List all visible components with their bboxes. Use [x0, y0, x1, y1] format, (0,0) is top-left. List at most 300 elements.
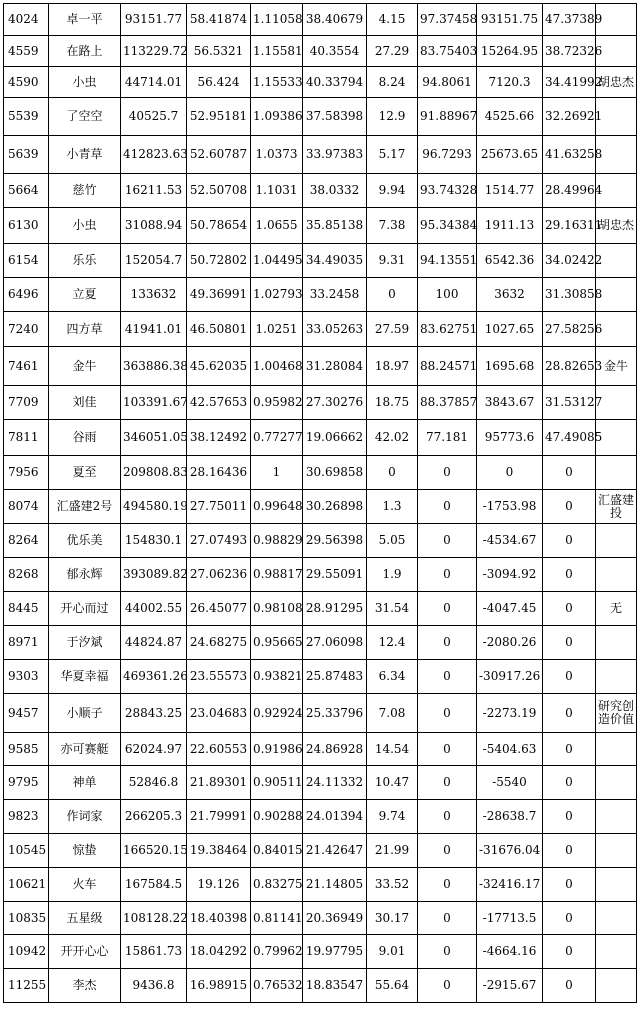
row-id-cell: 10942 — [4, 935, 49, 969]
row-name-cell: 汇盛建2号 — [49, 490, 121, 524]
row-value3-cell: 0.99648 — [251, 490, 303, 524]
row-value3-cell: 1.15581 — [251, 36, 303, 67]
row-value1-cell: 28843.25 — [121, 694, 187, 733]
row-value1-cell: 52846.8 — [121, 766, 187, 800]
row-value7-cell: -17713.5 — [477, 902, 543, 935]
row-value4-cell: 29.56398 — [303, 524, 367, 558]
row-name-cell: 慈竹 — [49, 174, 121, 208]
ranking-table-container — [3, 3, 637, 1003]
row-name-cell: 谷雨 — [49, 420, 121, 456]
row-value6-cell: 0 — [418, 800, 477, 834]
row-name-cell: 郁永辉 — [49, 558, 121, 592]
row-value5-cell: 12.9 — [367, 98, 418, 136]
row-value7-cell: -5540 — [477, 766, 543, 800]
row-value1-cell: 152054.7 — [121, 244, 187, 278]
row-value8-cell: 31.53127 — [543, 386, 596, 420]
row-value8-cell: 0 — [543, 490, 596, 524]
table-body — [4, 4, 637, 1003]
table-row — [4, 386, 637, 420]
row-value8-cell: 34.02422 — [543, 244, 596, 278]
row-value6-cell: 83.75403 — [418, 36, 477, 67]
row-value3-cell: 1.0655 — [251, 208, 303, 244]
row-value6-cell: 0 — [418, 626, 477, 660]
row-value6-cell: 0 — [418, 524, 477, 558]
row-id-cell: 6154 — [4, 244, 49, 278]
row-value8-cell: 0 — [543, 733, 596, 766]
row-value3-cell: 0.84015 — [251, 834, 303, 868]
row-value8-cell: 0 — [543, 800, 596, 834]
row-value4-cell: 18.83547 — [303, 969, 367, 1003]
row-value7-cell: 95773.6 — [477, 420, 543, 456]
row-value8-cell: 0 — [543, 935, 596, 969]
row-value4-cell: 34.49035 — [303, 244, 367, 278]
row-id-cell: 5639 — [4, 136, 49, 174]
row-value2-cell: 22.60553 — [187, 733, 251, 766]
row-value7-cell: -4047.45 — [477, 592, 543, 626]
row-note-cell: 胡忠杰 — [596, 208, 637, 244]
row-value8-cell: 0 — [543, 660, 596, 694]
row-id-cell: 7811 — [4, 420, 49, 456]
row-value3-cell: 0.95665 — [251, 626, 303, 660]
row-value5-cell: 27.29 — [367, 36, 418, 67]
row-id-cell: 9585 — [4, 733, 49, 766]
row-value8-cell: 47.49085 — [543, 420, 596, 456]
row-id-cell: 7240 — [4, 312, 49, 347]
row-value1-cell: 167584.5 — [121, 868, 187, 902]
row-value8-cell: 27.58256 — [543, 312, 596, 347]
row-value3-cell: 0.95982 — [251, 386, 303, 420]
row-value7-cell: -5404.63 — [477, 733, 543, 766]
row-value5-cell: 55.64 — [367, 969, 418, 1003]
row-value6-cell: 95.34384 — [418, 208, 477, 244]
table-row — [4, 524, 637, 558]
row-value2-cell: 56.424 — [187, 67, 251, 98]
row-value3-cell: 1.15533 — [251, 67, 303, 98]
row-name-cell: 于汐斌 — [49, 626, 121, 660]
row-value3-cell: 1.09386 — [251, 98, 303, 136]
row-value4-cell: 19.06662 — [303, 420, 367, 456]
row-value8-cell: 32.26921 — [543, 98, 596, 136]
row-id-cell: 8264 — [4, 524, 49, 558]
row-value5-cell: 18.97 — [367, 347, 418, 386]
row-value6-cell: 0 — [418, 694, 477, 733]
row-value3-cell: 0.76532 — [251, 969, 303, 1003]
row-value3-cell: 0.91986 — [251, 733, 303, 766]
row-value8-cell: 0 — [543, 456, 596, 490]
row-value7-cell: -4664.16 — [477, 935, 543, 969]
row-id-cell: 8074 — [4, 490, 49, 524]
row-value5-cell: 1.3 — [367, 490, 418, 524]
row-value6-cell: 94.8061 — [418, 67, 477, 98]
row-value4-cell: 19.97795 — [303, 935, 367, 969]
row-value3-cell: 1.1031 — [251, 174, 303, 208]
row-id-cell: 4024 — [4, 4, 49, 36]
row-value1-cell: 412823.63 — [121, 136, 187, 174]
row-value7-cell: -3094.92 — [477, 558, 543, 592]
table-row — [4, 36, 637, 67]
row-value7-cell: 0 — [477, 456, 543, 490]
row-value1-cell: 133632 — [121, 278, 187, 312]
row-value2-cell: 21.79991 — [187, 800, 251, 834]
row-value1-cell: 31088.94 — [121, 208, 187, 244]
row-value2-cell: 26.45077 — [187, 592, 251, 626]
row-value7-cell: -2915.67 — [477, 969, 543, 1003]
row-value8-cell: 47.37389 — [543, 4, 596, 36]
row-value2-cell: 27.07493 — [187, 524, 251, 558]
row-name-cell: 卓一平 — [49, 4, 121, 36]
row-name-cell: 开开心心 — [49, 935, 121, 969]
row-value5-cell: 7.08 — [367, 694, 418, 733]
table-row — [4, 694, 637, 733]
row-value3-cell: 0.81141 — [251, 902, 303, 935]
row-value5-cell: 10.47 — [367, 766, 418, 800]
table-row — [4, 208, 637, 244]
row-value2-cell: 45.62035 — [187, 347, 251, 386]
row-name-cell: 小虫 — [49, 208, 121, 244]
row-value6-cell: 96.7293 — [418, 136, 477, 174]
row-value2-cell: 49.36991 — [187, 278, 251, 312]
row-value4-cell: 38.0332 — [303, 174, 367, 208]
row-value8-cell: 28.49964 — [543, 174, 596, 208]
row-value8-cell: 0 — [543, 902, 596, 935]
row-id-cell: 7709 — [4, 386, 49, 420]
table-row — [4, 4, 637, 36]
row-value5-cell: 33.52 — [367, 868, 418, 902]
row-name-cell: 火车 — [49, 868, 121, 902]
row-value4-cell: 27.30276 — [303, 386, 367, 420]
row-id-cell: 10835 — [4, 902, 49, 935]
row-note-cell — [596, 902, 637, 935]
row-note-cell — [596, 456, 637, 490]
table-row — [4, 660, 637, 694]
row-value4-cell: 21.14805 — [303, 868, 367, 902]
row-value6-cell: 0 — [418, 733, 477, 766]
table-row — [4, 868, 637, 902]
table-row — [4, 278, 637, 312]
table-row — [4, 312, 637, 347]
row-value6-cell: 0 — [418, 935, 477, 969]
row-value4-cell: 37.58398 — [303, 98, 367, 136]
row-value5-cell: 8.24 — [367, 67, 418, 98]
table-row — [4, 174, 637, 208]
row-value4-cell: 24.01394 — [303, 800, 367, 834]
row-value5-cell: 6.34 — [367, 660, 418, 694]
row-value4-cell: 21.42647 — [303, 834, 367, 868]
row-value1-cell: 44714.01 — [121, 67, 187, 98]
row-value3-cell: 0.90288 — [251, 800, 303, 834]
row-value6-cell: 94.13551 — [418, 244, 477, 278]
row-value1-cell: 346051.05 — [121, 420, 187, 456]
row-value3-cell: 0.92924 — [251, 694, 303, 733]
table-row — [4, 902, 637, 935]
row-id-cell: 9303 — [4, 660, 49, 694]
row-value8-cell: 0 — [543, 694, 596, 733]
row-value4-cell: 30.26898 — [303, 490, 367, 524]
row-value7-cell: -30917.26 — [477, 660, 543, 694]
row-value6-cell: 0 — [418, 592, 477, 626]
row-value8-cell: 0 — [543, 592, 596, 626]
row-value4-cell: 24.11332 — [303, 766, 367, 800]
row-value1-cell: 166520.15 — [121, 834, 187, 868]
row-name-cell: 小顺子 — [49, 694, 121, 733]
row-value5-cell: 21.99 — [367, 834, 418, 868]
row-value2-cell: 18.40398 — [187, 902, 251, 935]
row-value4-cell: 24.86928 — [303, 733, 367, 766]
row-value3-cell: 0.90511 — [251, 766, 303, 800]
row-id-cell: 9457 — [4, 694, 49, 733]
row-value7-cell: 25673.65 — [477, 136, 543, 174]
row-note-cell: 无 — [596, 592, 637, 626]
row-value3-cell: 0.98829 — [251, 524, 303, 558]
row-value5-cell: 9.94 — [367, 174, 418, 208]
row-value4-cell: 38.40679 — [303, 4, 367, 36]
row-value3-cell: 0.79962 — [251, 935, 303, 969]
row-value1-cell: 494580.19 — [121, 490, 187, 524]
table-row — [4, 626, 637, 660]
row-value1-cell: 44824.87 — [121, 626, 187, 660]
table-row — [4, 558, 637, 592]
row-note-cell: 胡忠杰 — [596, 67, 637, 98]
row-name-cell: 小虫 — [49, 67, 121, 98]
row-name-cell: 神单 — [49, 766, 121, 800]
row-value6-cell: 0 — [418, 766, 477, 800]
row-value6-cell: 0 — [418, 834, 477, 868]
row-value4-cell: 25.33796 — [303, 694, 367, 733]
row-value5-cell: 27.59 — [367, 312, 418, 347]
row-value5-cell: 5.05 — [367, 524, 418, 558]
row-note-cell — [596, 626, 637, 660]
row-value7-cell: 6542.36 — [477, 244, 543, 278]
row-value4-cell: 28.91295 — [303, 592, 367, 626]
table-row — [4, 67, 637, 98]
table-row — [4, 969, 637, 1003]
row-value3-cell: 1 — [251, 456, 303, 490]
row-value4-cell: 25.87483 — [303, 660, 367, 694]
row-value1-cell: 41941.01 — [121, 312, 187, 347]
row-value7-cell: -28638.7 — [477, 800, 543, 834]
row-value3-cell: 0.83275 — [251, 868, 303, 902]
row-value7-cell: -1753.98 — [477, 490, 543, 524]
row-value1-cell: 469361.26 — [121, 660, 187, 694]
row-value6-cell: 0 — [418, 490, 477, 524]
table-row — [4, 800, 637, 834]
row-name-cell: 优乐美 — [49, 524, 121, 558]
row-name-cell: 亦可赛艇 — [49, 733, 121, 766]
row-value7-cell: 4525.66 — [477, 98, 543, 136]
row-name-cell: 金牛 — [49, 347, 121, 386]
row-value5-cell: 9.31 — [367, 244, 418, 278]
table-row — [4, 456, 637, 490]
table-row — [4, 420, 637, 456]
row-value2-cell: 58.41874 — [187, 4, 251, 36]
row-value4-cell: 33.05263 — [303, 312, 367, 347]
row-value4-cell: 33.97383 — [303, 136, 367, 174]
row-note-cell — [596, 969, 637, 1003]
row-value7-cell: 93151.75 — [477, 4, 543, 36]
row-value1-cell: 154830.1 — [121, 524, 187, 558]
row-name-cell: 李杰 — [49, 969, 121, 1003]
row-id-cell: 9795 — [4, 766, 49, 800]
row-value5-cell: 14.54 — [367, 733, 418, 766]
row-value5-cell: 0 — [367, 456, 418, 490]
row-value1-cell: 40525.7 — [121, 98, 187, 136]
ranking-table — [3, 3, 637, 1003]
row-value3-cell: 0.98108 — [251, 592, 303, 626]
row-value7-cell: 15264.95 — [477, 36, 543, 67]
row-value6-cell: 88.24571 — [418, 347, 477, 386]
row-value7-cell: 3632 — [477, 278, 543, 312]
row-value1-cell: 9436.8 — [121, 969, 187, 1003]
row-id-cell: 6496 — [4, 278, 49, 312]
row-id-cell: 8971 — [4, 626, 49, 660]
row-note-cell — [596, 524, 637, 558]
row-value1-cell: 266205.3 — [121, 800, 187, 834]
row-value7-cell: 1911.13 — [477, 208, 543, 244]
row-value2-cell: 21.89301 — [187, 766, 251, 800]
row-value2-cell: 50.72802 — [187, 244, 251, 278]
row-note-cell: 研究创造价值 — [596, 694, 637, 733]
row-value7-cell: 1027.65 — [477, 312, 543, 347]
row-name-cell: 开心而过 — [49, 592, 121, 626]
row-value6-cell: 0 — [418, 902, 477, 935]
row-value6-cell: 93.74328 — [418, 174, 477, 208]
row-value6-cell: 77.181 — [418, 420, 477, 456]
row-id-cell: 4559 — [4, 36, 49, 67]
row-value7-cell: 1514.77 — [477, 174, 543, 208]
row-id-cell: 11255 — [4, 969, 49, 1003]
row-value5-cell: 9.74 — [367, 800, 418, 834]
row-value6-cell: 0 — [418, 456, 477, 490]
row-value2-cell: 52.95181 — [187, 98, 251, 136]
row-value8-cell: 0 — [543, 868, 596, 902]
row-value8-cell: 0 — [543, 766, 596, 800]
row-value5-cell: 31.54 — [367, 592, 418, 626]
row-value6-cell: 100 — [418, 278, 477, 312]
row-id-cell: 10621 — [4, 868, 49, 902]
row-value6-cell: 0 — [418, 558, 477, 592]
row-note-cell — [596, 935, 637, 969]
row-name-cell: 惊蛰 — [49, 834, 121, 868]
row-value4-cell: 33.2458 — [303, 278, 367, 312]
row-value3-cell: 1.02793 — [251, 278, 303, 312]
row-note-cell — [596, 733, 637, 766]
row-value2-cell: 19.38464 — [187, 834, 251, 868]
row-value8-cell: 0 — [543, 834, 596, 868]
row-value3-cell: 1.0373 — [251, 136, 303, 174]
row-value7-cell: 7120.3 — [477, 67, 543, 98]
row-value3-cell: 1.00468 — [251, 347, 303, 386]
row-value3-cell: 0.98817 — [251, 558, 303, 592]
row-value5-cell: 7.38 — [367, 208, 418, 244]
row-note-cell — [596, 766, 637, 800]
row-value4-cell: 35.85138 — [303, 208, 367, 244]
row-value3-cell: 1.04495 — [251, 244, 303, 278]
row-value7-cell: 3843.67 — [477, 386, 543, 420]
row-value2-cell: 46.50801 — [187, 312, 251, 347]
row-value4-cell: 40.33794 — [303, 67, 367, 98]
row-value2-cell: 27.75011 — [187, 490, 251, 524]
row-name-cell: 乐乐 — [49, 244, 121, 278]
row-id-cell: 7956 — [4, 456, 49, 490]
row-note-cell: 汇盛建投 — [596, 490, 637, 524]
row-value6-cell: 0 — [418, 660, 477, 694]
row-name-cell: 刘佳 — [49, 386, 121, 420]
row-value5-cell: 18.75 — [367, 386, 418, 420]
table-row — [4, 935, 637, 969]
row-name-cell: 小青草 — [49, 136, 121, 174]
row-value6-cell: 97.37458 — [418, 4, 477, 36]
row-value8-cell: 0 — [543, 524, 596, 558]
row-value1-cell: 62024.97 — [121, 733, 187, 766]
row-id-cell: 10545 — [4, 834, 49, 868]
row-value2-cell: 23.04683 — [187, 694, 251, 733]
row-value7-cell: -32416.17 — [477, 868, 543, 902]
row-value3-cell: 1.11058 — [251, 4, 303, 36]
row-name-cell: 作词家 — [49, 800, 121, 834]
row-value5-cell: 30.17 — [367, 902, 418, 935]
row-note-cell — [596, 558, 637, 592]
table-row — [4, 592, 637, 626]
row-id-cell: 6130 — [4, 208, 49, 244]
row-value8-cell: 28.82653 — [543, 347, 596, 386]
row-value7-cell: 1695.68 — [477, 347, 543, 386]
row-value6-cell: 83.62751 — [418, 312, 477, 347]
row-id-cell: 8445 — [4, 592, 49, 626]
row-id-cell: 9823 — [4, 800, 49, 834]
table-row — [4, 244, 637, 278]
row-note-cell — [596, 868, 637, 902]
row-value2-cell: 52.50708 — [187, 174, 251, 208]
row-name-cell: 华夏幸福 — [49, 660, 121, 694]
row-value4-cell: 31.28084 — [303, 347, 367, 386]
row-name-cell: 四方草 — [49, 312, 121, 347]
row-value5-cell: 12.4 — [367, 626, 418, 660]
row-name-cell: 五星级 — [49, 902, 121, 935]
row-value1-cell: 16211.53 — [121, 174, 187, 208]
table-row — [4, 834, 637, 868]
row-value6-cell: 0 — [418, 868, 477, 902]
row-value1-cell: 108128.22 — [121, 902, 187, 935]
row-note-cell — [596, 800, 637, 834]
row-value6-cell: 91.88967 — [418, 98, 477, 136]
row-value1-cell: 103391.67 — [121, 386, 187, 420]
row-value8-cell: 41.63258 — [543, 136, 596, 174]
row-value8-cell: 0 — [543, 969, 596, 1003]
row-id-cell: 4590 — [4, 67, 49, 98]
row-value4-cell: 30.69858 — [303, 456, 367, 490]
row-value8-cell: 31.30858 — [543, 278, 596, 312]
row-value1-cell: 363886.38 — [121, 347, 187, 386]
row-value7-cell: -4534.67 — [477, 524, 543, 558]
row-value6-cell: 0 — [418, 969, 477, 1003]
row-value8-cell: 38.72326 — [543, 36, 596, 67]
row-note-cell — [596, 834, 637, 868]
row-value8-cell: 34.41992 — [543, 67, 596, 98]
table-row — [4, 136, 637, 174]
row-id-cell: 5539 — [4, 98, 49, 136]
row-value2-cell: 19.126 — [187, 868, 251, 902]
row-value2-cell: 16.98915 — [187, 969, 251, 1003]
row-value1-cell: 93151.77 — [121, 4, 187, 36]
row-value2-cell: 24.68275 — [187, 626, 251, 660]
row-value2-cell: 42.57653 — [187, 386, 251, 420]
row-id-cell: 7461 — [4, 347, 49, 386]
row-value2-cell: 18.04292 — [187, 935, 251, 969]
row-value5-cell: 4.15 — [367, 4, 418, 36]
row-name-cell: 在路上 — [49, 36, 121, 67]
row-value3-cell: 0.77277 — [251, 420, 303, 456]
row-value2-cell: 50.78654 — [187, 208, 251, 244]
